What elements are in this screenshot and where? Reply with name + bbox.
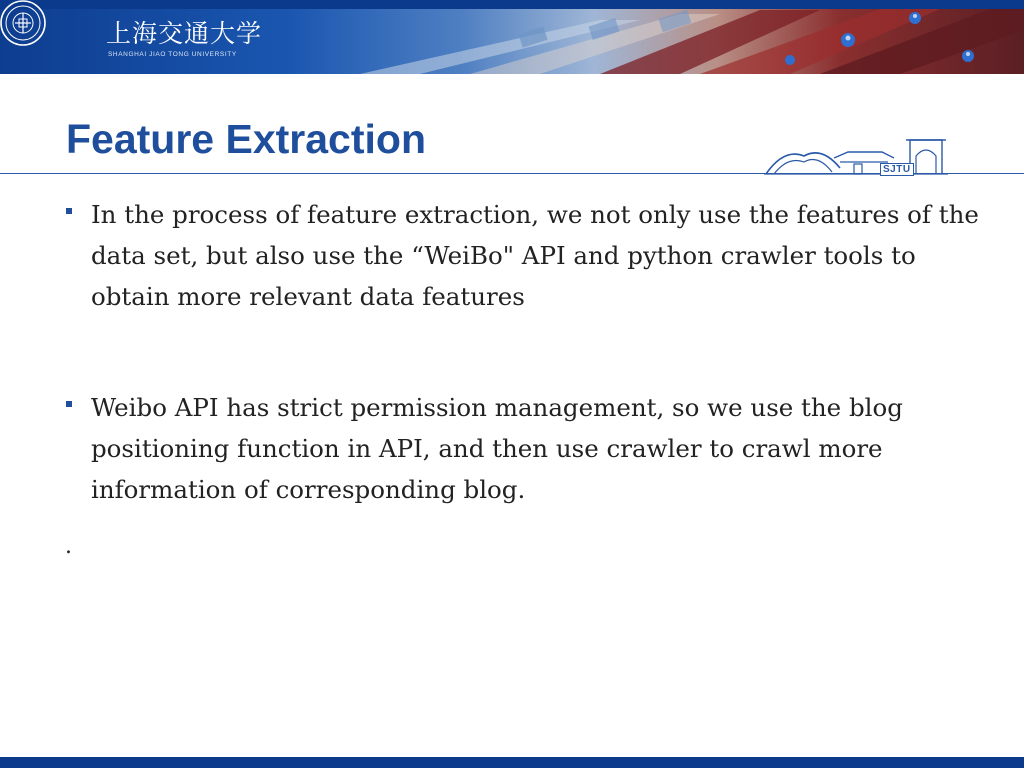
bullet-text: Weibo API has strict permission management, so we use the blog positioning function in API, and then use crawler to crawl more information of corresponding blog. [91, 393, 903, 504]
university-subtitle: SHANGHAI JIAO TONG UNIVERSITY [108, 51, 237, 58]
page-title: Feature Extraction [66, 116, 426, 162]
header-banner [0, 0, 1024, 74]
university-seal-icon [0, 0, 46, 46]
trailing-period: . [65, 534, 72, 559]
university-name: 上海交通大学 [106, 19, 263, 48]
sjtu-landmark-icon [764, 134, 948, 176]
bullet-marker-icon [66, 401, 72, 407]
footer-bar [0, 757, 1024, 768]
bullet-marker-icon [66, 208, 72, 214]
bullet-text: In the process of feature extraction, we not only use the features of the data set, but also use the “WeiBo" API and python crawler tools to obtain more relevant data features [91, 200, 979, 311]
sjtu-emblem-text: SJTU [880, 163, 914, 176]
